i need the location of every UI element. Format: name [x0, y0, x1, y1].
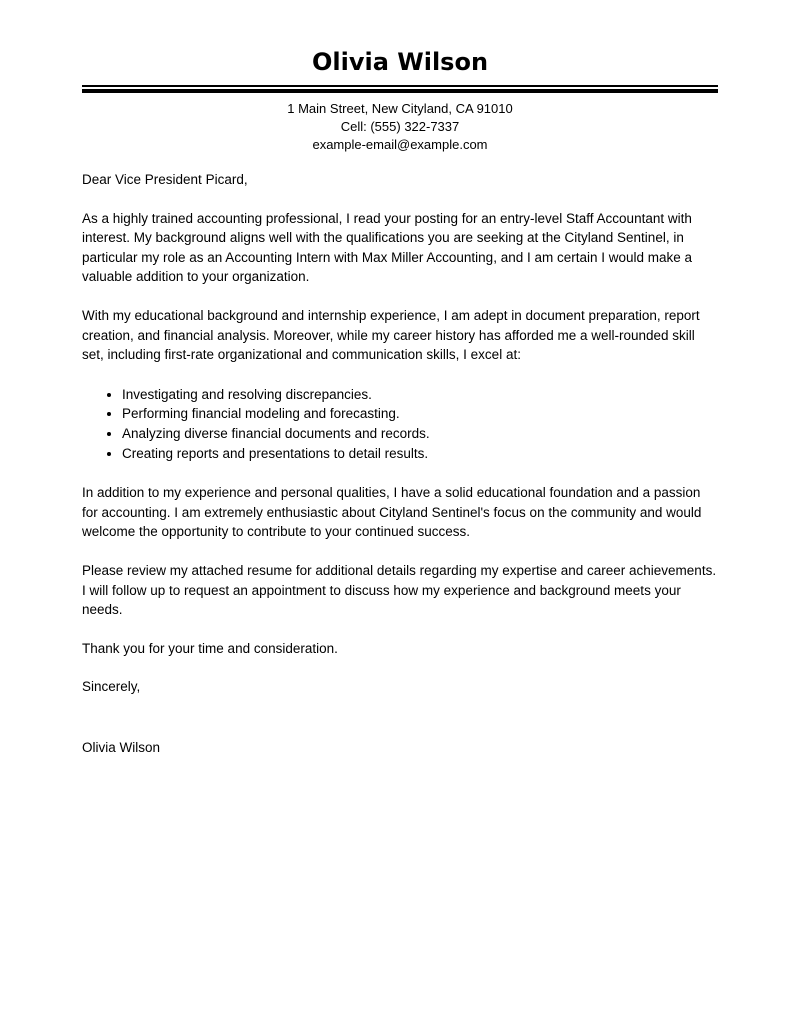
signoff-line: Sincerely, — [82, 679, 141, 695]
skills-list — [82, 385, 718, 463]
contact-block — [82, 100, 718, 154]
list-item: • Performing financial modeling and forecasting. — [122, 404, 718, 424]
letter-header — [82, 46, 718, 154]
thanks-line: Thank you for your time and consideration. — [82, 640, 338, 656]
paragraph-intro: As a highly trained accounting professional, I read your posting for an entry-level Staff Accountant with interest. My background aligns well with the qualifications you are seeking at the Cityland Sentinel, in particular my role as an Accounting Intern with Max Miller Accounting, and I am certain I would make a valuable addition to your organization. — [82, 210, 693, 285]
paragraph-education: In addition to my experience and personal qualities, I have a solid educational foundation and a passion for accounting. I am extremely enthusiastic about Cityland Sentinel's focus on the community and would welcome the opportunity to contribute to your continued success. — [82, 485, 702, 540]
letter-body — [82, 170, 718, 757]
signature-name: Olivia Wilson — [82, 739, 161, 755]
contact-email: example-email@example.com — [312, 137, 488, 152]
page-title: Olivia Wilson — [311, 48, 489, 76]
list-item: • Analyzing diverse financial documents and records. — [122, 424, 718, 444]
paragraph-skills-lead: With my educational background and internship experience, I am adept in document preparation, report creation, and financial analysis. Moreover, while my career history has afforded me a well-rounded skill set, including first-rate organizational and communication skills, I excel at: — [82, 307, 700, 363]
contact-address: 1 Main Street, New Cityland, CA 91010 — [287, 101, 513, 116]
divider-thick-line — [82, 89, 718, 93]
paragraph-follow-up: Please review my attached resume for additional details regarding my expertise and career achievements. I will follow up to request an appointment to discuss how my experience and background meets your needs. — [82, 562, 717, 618]
contact-cell: Cell: (555) 322-7337 — [340, 119, 460, 134]
salutation: Dear Vice President Picard, — [82, 172, 248, 187]
list-item: • Investigating and resolving discrepancies. — [122, 385, 718, 405]
header-divider — [82, 85, 718, 93]
divider-thin-line — [82, 85, 718, 87]
list-item: • Creating reports and presentations to detail results. — [122, 444, 718, 464]
